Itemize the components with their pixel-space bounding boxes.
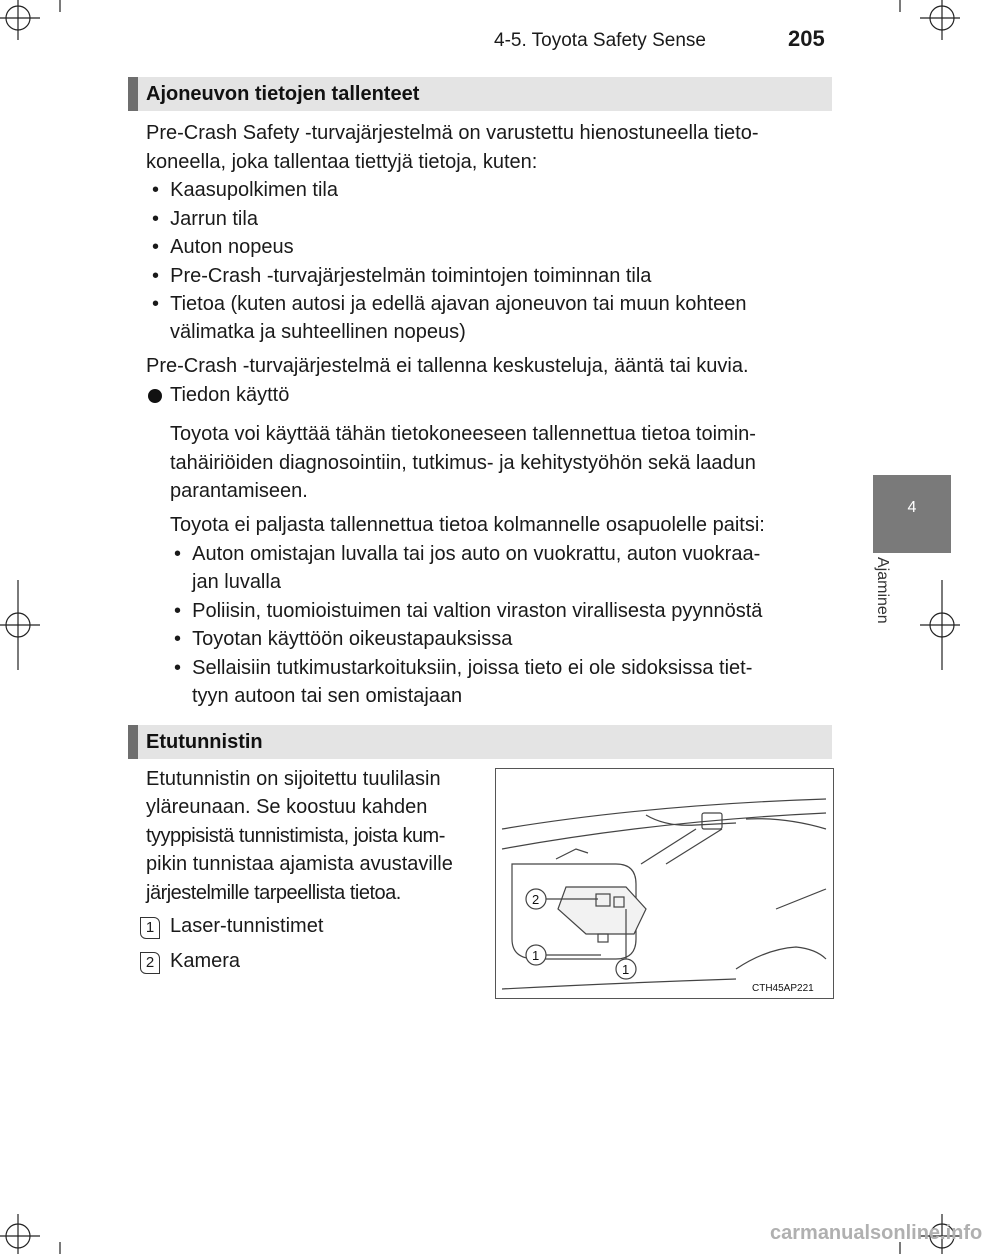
bullet-text: Pre-Crash -turvajärjestelmän toimintojen toiminnan tila	[170, 265, 652, 287]
disclosure-bullet-4-cont: tyyn autoon tai sen omistajaan	[192, 685, 463, 707]
bullet-text: Kaasupolkimen tila	[170, 179, 338, 201]
usage-line-1: Toyota voi käyttää tähän tietokoneeseen tallennettua tietoa toimin-	[170, 423, 756, 445]
disclosure-bullet-1: • Auton omistajan luvalla tai jos auto on vuokrattu, auton vuokraa-	[174, 543, 761, 565]
page-number: 205	[788, 26, 825, 51]
bullet-text: Jarrun tila	[170, 208, 258, 230]
sensor-desc-line-4: pikin tunnistaa ajamista avustaville	[146, 853, 453, 875]
disclosure-bullet-4: • Sellaisiin tutkimustarkoituksiin, joissa tieto ei ole sidoksissa tiet-	[174, 657, 753, 679]
disclosure-bullet-2: • Poliisin, tuomioistuimen tai valtion viraston virallisesta pyynnöstä	[174, 600, 763, 622]
figure-code: CTH45AP221	[752, 983, 814, 994]
subhead-data-usage: Tiedon käyttö	[170, 384, 290, 406]
chapter-number: 4	[907, 499, 917, 516]
windshield-sensor-drawing	[496, 769, 833, 998]
chapter-tab	[873, 475, 951, 553]
sensor-desc-line-2: yläreunaan. Se koostuu kahden	[146, 796, 428, 818]
callout-2: 2	[532, 892, 540, 907]
callout-1b: 1	[622, 962, 630, 977]
sensor-illustration	[495, 768, 834, 999]
disclosure-bullet-1-cont: jan luvalla	[192, 571, 281, 593]
no-recording-note: Pre-Crash -turvajärjestelmä ei tallenna keskusteluja, ääntä tai kuvia.	[146, 355, 749, 377]
usage-line-2: tahäiriöiden diagnosointiin, tutkimus- ja kehitystyöhön sekä laadun	[170, 452, 756, 474]
item-number-2: 2	[140, 952, 160, 974]
item-number-1: 1	[140, 917, 160, 939]
chapter-label-container	[860, 557, 900, 650]
bullet-text: Auton nopeus	[170, 236, 294, 258]
watermark: carmanualsonline.info	[770, 1222, 982, 1244]
bullet-text: Tietoa (kuten autosi ja edellä ajavan ajoneuvon tai muun kohteen	[170, 293, 747, 315]
filled-circle-icon	[148, 389, 162, 403]
heading-bar	[128, 725, 138, 759]
disclosure-intro: Toyota ei paljasta tallennettua tietoa kolmannelle osapuolelle paitsi:	[170, 514, 765, 536]
bullet-5-cont: välimatka ja suhteellinen nopeus)	[170, 321, 466, 343]
section-heading-vehicle-data	[128, 77, 832, 111]
bullet-2: • Jarrun tila	[152, 208, 258, 230]
section-heading-front-sensor	[128, 725, 832, 759]
chapter-label: Ajaminen	[874, 557, 891, 624]
item-label-laser: Laser-tunnistimet	[170, 915, 324, 937]
header-section-title: 4-5. Toyota Safety Sense	[494, 30, 706, 51]
sensor-desc-line-5: järjestelmille tarpeellista tietoa.	[146, 882, 401, 904]
bullet-5: • Tietoa (kuten autosi ja edellä ajavan ajoneuvon tai muun kohteen	[152, 293, 747, 315]
intro-line-2: koneella, joka tallentaa tiettyjä tietoja, kuten:	[146, 151, 538, 173]
section-heading-text: Ajoneuvon tietojen tallenteet	[146, 83, 420, 105]
bullet-text: Auton omistajan luvalla tai jos auto on vuokrattu, auton vuokraa-	[192, 543, 761, 565]
section-heading-text: Etutunnistin	[146, 731, 263, 753]
disclosure-bullet-3: • Toyotan käyttöön oikeustapauksissa	[174, 628, 513, 650]
bullet-text: Sellaisiin tutkimustarkoituksiin, joissa tieto ei ole sidoksissa tiet-	[192, 657, 753, 679]
bullet-1: • Kaasupolkimen tila	[152, 179, 338, 201]
bullet-text: Toyotan käyttöön oikeustapauksissa	[192, 628, 513, 650]
bullet-3: • Auton nopeus	[152, 236, 294, 258]
callout-1a: 1	[532, 948, 540, 963]
item-label-camera: Kamera	[170, 950, 241, 972]
usage-line-3: parantamiseen.	[170, 480, 308, 502]
bullet-text: Poliisin, tuomioistuimen tai valtion viraston virallisesta pyynnöstä	[192, 600, 763, 622]
heading-bar	[128, 77, 138, 111]
sensor-desc-line-3: tyyppisistä tunnistimista, joista kum-	[146, 825, 445, 847]
bullet-4: • Pre-Crash -turvajärjestelmän toimintojen toiminnan tila	[152, 265, 652, 287]
intro-line-1: Pre-Crash Safety -turvajärjestelmä on varustettu hienostuneella tieto-	[146, 122, 759, 144]
sensor-desc-line-1: Etutunnistin on sijoitettu tuulilasin	[146, 768, 441, 790]
